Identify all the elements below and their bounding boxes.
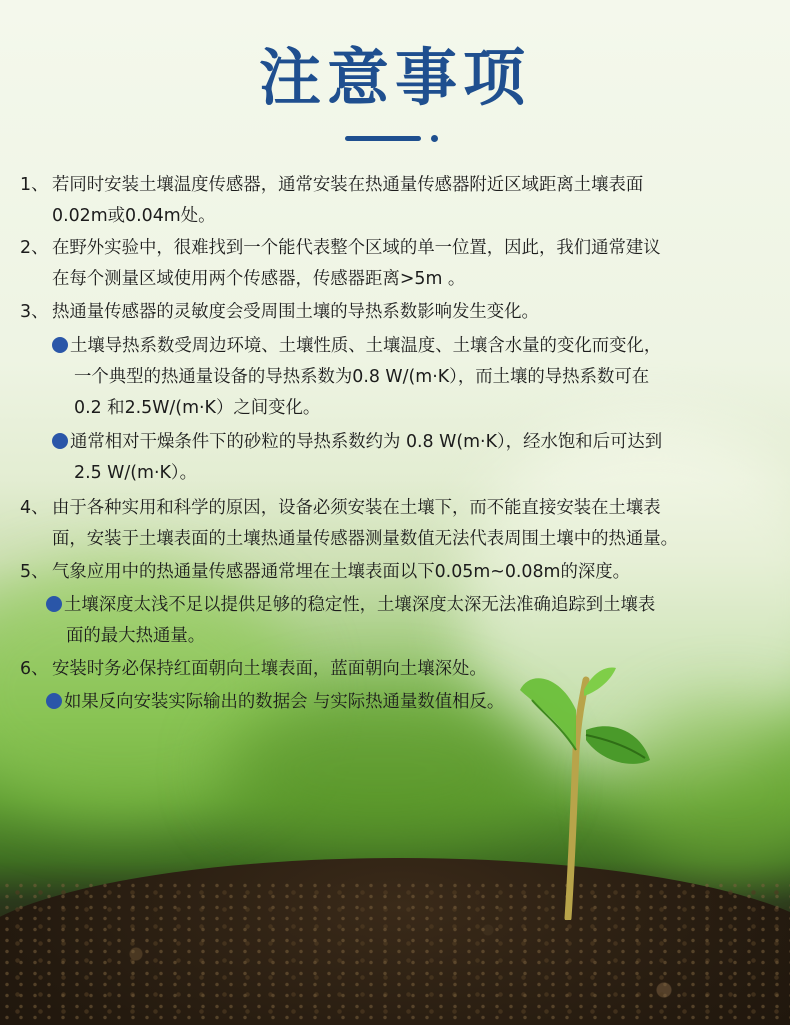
- list-item-text: 安装时务必保持红面朝向土壤表面，蓝面朝向土壤深处。: [52, 659, 487, 679]
- sub-bullet-text: 一个典型的热通量设备的导热系数为0.8 W/(m·K），而土壤的导热系数可在: [74, 367, 650, 387]
- sub-bullet: [52, 427, 662, 458]
- list-item-number: 2、: [20, 238, 49, 258]
- list-item-number: 3、: [20, 302, 49, 322]
- bullet-dot-icon: [52, 433, 68, 449]
- sub-bullet-text: 通常相对干燥条件下的砂粒的导热系数约为 0.8 W(m·K），经水饱和后可达到: [70, 432, 663, 452]
- list-item-number: 6、: [20, 659, 49, 679]
- sub-bullet-text: 如果反向安装实际输出的数据会 与实际热通量数值相反。: [64, 692, 505, 712]
- bullet-dot-icon: [52, 337, 68, 353]
- list-item-text: 气象应用中的热通量传感器通常埋在土壤表面以下0.05m~0.08m的深度。: [52, 562, 631, 582]
- list-item-text: 由于各种实用和科学的原因，设备必须安装在土壤下，而不能直接安装在土壤表: [52, 498, 661, 518]
- list-item-text: 若同时安装土壤温度传感器，通常安装在热通量传感器附近区域距离土壤表面: [52, 175, 644, 195]
- list-item-text: 热通量传感器的灵敏度会受周围土壤的导热系数影响发生变化。: [52, 302, 539, 322]
- sub-bullet: [52, 331, 661, 362]
- sub-bullet-text: 土壤深度太浅不足以提供足够的稳定性，土壤深度太深无法准确追踪到土壤表: [64, 595, 656, 615]
- sub-bullet-text: 土壤导热系数受周边环境、土壤性质、土壤温度、土壤含水量的变化而变化，: [70, 336, 662, 356]
- list-item-number: 1、: [20, 175, 49, 195]
- list-item-number: 4、: [20, 498, 49, 518]
- bullet-dot-icon: [46, 596, 62, 612]
- list-item-text: 在每个测量区域使用两个传感器，传感器距离>5m 。: [52, 269, 466, 289]
- bullet-dot-icon: [46, 693, 62, 709]
- list-item-number: 5、: [20, 562, 49, 582]
- sub-bullet-text: 面的最大热通量。: [66, 626, 206, 646]
- sub-bullet: [46, 687, 504, 718]
- sub-bullet-text: 2.5 W/(m·K）。: [74, 463, 197, 483]
- page-title: 注意事项: [258, 41, 531, 114]
- list-item-text: 面，安装于土壤表面的土壤热通量传感器测量数值无法代表周围土壤中的热通量。: [52, 529, 679, 549]
- sub-bullet: [46, 590, 655, 621]
- sub-bullet-text: 0.2 和2.5W/(m·K）之间变化。: [74, 398, 321, 418]
- list-item-text: 0.02m或0.04m处。: [52, 206, 216, 226]
- list-item-text: 在野外实验中，很难找到一个能代表整个区域的单一位置，因此，我们通常建议: [52, 238, 661, 258]
